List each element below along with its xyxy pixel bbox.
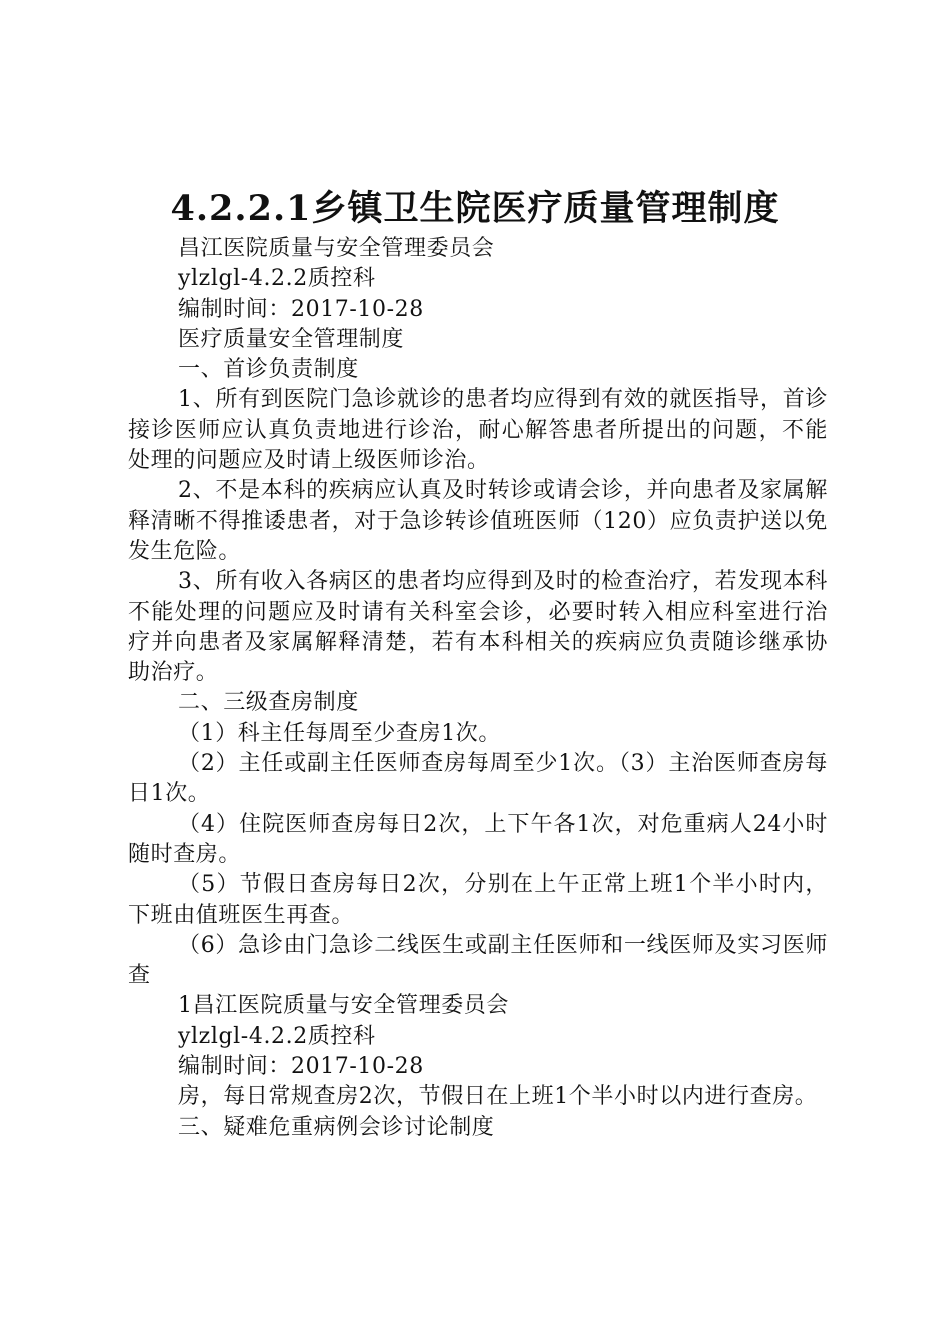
subtitle-line: 医疗质量安全管理制度 bbox=[178, 326, 405, 352]
rounds-item-1: （1）科主任每周至少查房1次。 bbox=[178, 720, 501, 746]
document-body bbox=[128, 234, 828, 1143]
footer-committee-line: 1昌江医院质量与安全管理委员会 bbox=[178, 993, 509, 1019]
rounds-item-5: （6）急诊由门急诊二线医生或副主任医师和一线医师及实习医师查 bbox=[128, 932, 828, 989]
footer-date-line: 编制时间：2017-10-28 bbox=[178, 1054, 424, 1080]
section-heading-2: 二、三级查房制度 bbox=[178, 690, 359, 716]
rounds-item-3: （4）住院医师查房每日2次，上下午各1次，对危重病人24小时随时查房。 bbox=[128, 811, 828, 867]
footer-code-line: ylzlgl-4.2.2质控科 bbox=[178, 1023, 376, 1049]
paragraph-3: 3、所有收入各病区的患者均应得到及时的检查治疗，若发现本科不能处理的问题应及时请有关科室会诊，必要时转入相应科室进行治疗并向患者及家属解释清楚，若有本科相关的疾病应负责随诊继承协助治疗。 bbox=[128, 569, 828, 686]
committee-line: 昌江医院质量与安全管理委员会 bbox=[178, 236, 495, 261]
rounds-item-4: （5）节假日查房每日2次，分别在上午正常上班1个半小时内，下班由值班医生再查。 bbox=[128, 872, 828, 928]
paragraph-1: 1、所有到医院门急诊就诊的患者均应得到有效的就医指导，首诊接诊医师应认真负责地进行诊治，耐心解答患者所提出的问题，不能处理的问题应及时请上级医师诊治。 bbox=[128, 387, 828, 474]
compile-date-line: 编制时间：2017-10-28 bbox=[178, 296, 424, 322]
continuation-paragraph: 房，每日常规查房2次，节假日在上班1个半小时以内进行查房。 bbox=[178, 1084, 818, 1110]
rounds-item-2: （2）主任或副主任医师查房每周至少1次。（3）主治医师查房每日1次。 bbox=[128, 751, 828, 807]
section-heading-3: 三、疑难危重病例会诊讨论制度 bbox=[178, 1114, 495, 1140]
section-heading-1: 一、首诊负责制度 bbox=[178, 357, 359, 383]
document-title: 4.2.2.1乡镇卫生院医疗质量管理制度 bbox=[170, 188, 780, 229]
paragraph-2: 2、不是本科的疾病应认真及时转诊或请会诊，并向患者及家属解释清晰不得推诿患者，对于急诊转诊值班医师（120）应负责护送以免发生危险。 bbox=[128, 478, 828, 564]
doc-code-line: ylzlgl-4.2.2质控科 bbox=[178, 266, 376, 292]
